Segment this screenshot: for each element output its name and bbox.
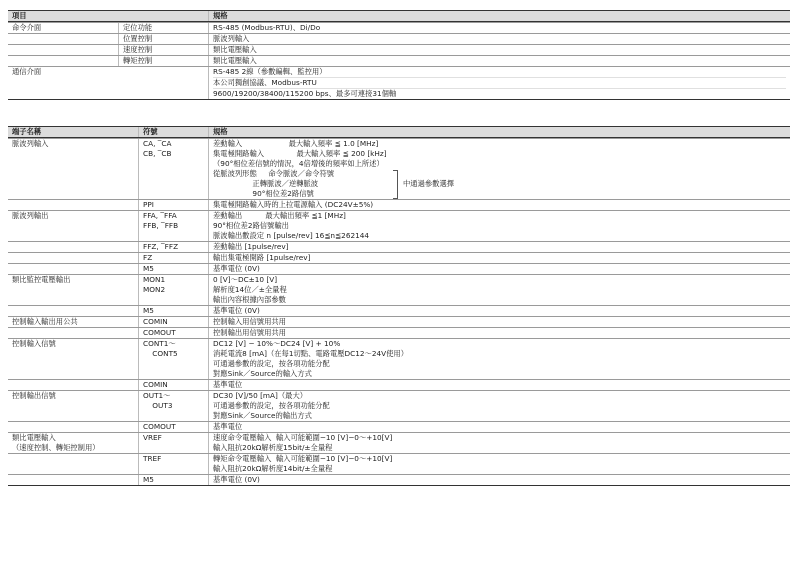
spec-line: 差動輸出 [1pulse/rev] bbox=[213, 242, 289, 251]
terminal-spec bbox=[208, 242, 790, 252]
table-row bbox=[8, 241, 790, 252]
spec-line: 控制輸入用信號用共用 bbox=[213, 317, 286, 326]
symbol-text: CONT1～ bbox=[143, 339, 176, 348]
table-row bbox=[8, 432, 790, 453]
terminal-name bbox=[8, 339, 138, 379]
table-row bbox=[8, 474, 790, 486]
spec-line: 速度命令電壓輸入 輸入可能範圍−10 [V]−0～+10[V] bbox=[213, 433, 393, 442]
table-row bbox=[8, 338, 790, 379]
terminal-name-sub: （速度控制、轉矩控制用） bbox=[12, 443, 100, 452]
table-row bbox=[8, 55, 790, 66]
terminal-name bbox=[8, 328, 138, 338]
terminal-symbol bbox=[138, 454, 208, 474]
terminal-name bbox=[8, 275, 138, 305]
spec-line: 差動輸入 最大輸入頻率 ≦ 1.0 [MHz] bbox=[213, 139, 379, 148]
terminal-name bbox=[8, 317, 138, 327]
spec-line: 可通過參數的設定，按各項功能分配 bbox=[213, 359, 330, 368]
terminal-symbol bbox=[138, 264, 208, 274]
spec-line: 輸出集電極開路 [1pulse/rev] bbox=[213, 253, 311, 262]
spec-line: 從脈波列形態 命令脈波／命令符號 bbox=[213, 169, 335, 178]
symbol-text: CONT5 bbox=[143, 349, 178, 358]
symbol-text: CA, ‾CA bbox=[143, 139, 172, 148]
terminal-symbol bbox=[138, 200, 208, 210]
spec-line: 類比電壓輸入 bbox=[213, 56, 257, 65]
table-row bbox=[8, 453, 790, 474]
row-spec bbox=[208, 67, 790, 99]
spec-line: 集電極開路輸入時的上拉電源輸入 (DC24V±5%) bbox=[213, 200, 374, 209]
table-row bbox=[8, 199, 790, 210]
header-spec: 規格 bbox=[208, 127, 790, 137]
header-item: 項目 bbox=[12, 11, 27, 20]
spec-table-terminals bbox=[8, 126, 790, 486]
spec-line: （90°相位差信號的情況，4倍增後的頻率如上所述） bbox=[213, 159, 384, 168]
spec-line: RS-485 2線（參數編輯、監控用） bbox=[213, 67, 327, 76]
spec-line: 基準電位 bbox=[213, 380, 243, 389]
spec-line: 類比電壓輸入 bbox=[213, 45, 257, 54]
terminal-spec bbox=[208, 422, 790, 432]
terminal-symbol bbox=[138, 339, 208, 379]
symbol-text: OUT3 bbox=[143, 401, 173, 410]
spec-line: 0 [V]～DC±10 [V] bbox=[213, 275, 278, 284]
spec-line: 脈波列輸入 bbox=[213, 34, 250, 43]
spec-line: DC30 [V]/50 [mA]（最大） bbox=[213, 391, 308, 400]
row-label: 通信介面 bbox=[12, 67, 42, 76]
table-row bbox=[8, 44, 790, 55]
terminal-name bbox=[8, 211, 138, 241]
terminal-symbol bbox=[138, 328, 208, 338]
symbol-text: COMOUT bbox=[143, 328, 176, 337]
spec-line: 基準電位 (0V) bbox=[213, 475, 260, 484]
terminal-symbol bbox=[138, 391, 208, 421]
symbol-text: M5 bbox=[143, 475, 154, 484]
table-header bbox=[8, 10, 790, 22]
spec-line: 差動輸出 最大輸出頻率 ≦1 [MHz] bbox=[213, 211, 346, 220]
row-label bbox=[8, 34, 118, 44]
symbol-text: MON2 bbox=[143, 285, 166, 294]
spec-table-interfaces bbox=[8, 10, 790, 100]
symbol-text: TREF bbox=[143, 454, 162, 463]
table-row bbox=[8, 263, 790, 274]
symbol-text: COMIN bbox=[143, 317, 168, 326]
terminal-name bbox=[8, 380, 138, 390]
terminal-spec bbox=[208, 211, 790, 241]
terminal-name bbox=[8, 264, 138, 274]
terminal-spec bbox=[208, 139, 790, 199]
table-row bbox=[8, 390, 790, 421]
terminal-name bbox=[8, 242, 138, 252]
terminal-symbol bbox=[138, 253, 208, 263]
table-row bbox=[8, 66, 790, 100]
terminal-spec bbox=[208, 433, 790, 453]
row-sublabel: 位置控制 bbox=[118, 34, 208, 44]
terminal-name-text: 控制輸出信號 bbox=[12, 391, 56, 400]
spec-line: 輸入阻抗20kΩ解析度14bit/±全量程 bbox=[213, 464, 333, 473]
spec-line: 對應Sink／Source的輸入方式 bbox=[213, 369, 312, 378]
spec-line: 輸出內容根據內部參數 bbox=[213, 295, 286, 304]
spec-line: 基準電位 bbox=[213, 422, 243, 431]
spec-line: 對應Sink／Source的輸出方式 bbox=[213, 411, 312, 420]
terminal-symbol bbox=[138, 306, 208, 316]
terminal-spec bbox=[208, 200, 790, 210]
row-label bbox=[8, 56, 118, 66]
terminal-name bbox=[8, 475, 138, 485]
row-label: 命令介面 bbox=[12, 23, 42, 32]
table-row bbox=[8, 33, 790, 44]
spec-line: 消耗電流8 [mA]（在每1切點、電路電壓DC12～24V使用） bbox=[213, 349, 409, 358]
terminal-spec bbox=[208, 306, 790, 316]
terminal-spec bbox=[208, 380, 790, 390]
symbol-text: COMOUT bbox=[143, 422, 176, 431]
terminal-symbol bbox=[138, 475, 208, 485]
header-terminal-name: 端子名稱 bbox=[12, 127, 42, 136]
symbol-text: COMIN bbox=[143, 380, 168, 389]
spec-line: 脈波輸出數設定 n [pulse/rev] 16≦n≦262144 bbox=[213, 231, 370, 240]
table-row bbox=[8, 252, 790, 263]
terminal-spec bbox=[208, 317, 790, 327]
terminal-spec bbox=[208, 275, 790, 305]
spec-line: 轉矩命令電壓輸入 輸入可能範圍−10 [V]−0～+10[V] bbox=[213, 454, 393, 463]
spec-line: RS-485 (Modbus-RTU)、Di/Do bbox=[213, 23, 321, 32]
header-spec: 規格 bbox=[208, 11, 790, 21]
table-row bbox=[8, 379, 790, 390]
terminal-symbol bbox=[138, 275, 208, 305]
symbol-text: FFZ, ‾FFZ bbox=[143, 242, 179, 251]
spec-line: 9600/19200/38400/115200 bps、最多可連接31個軸 bbox=[213, 88, 786, 99]
row-spec bbox=[208, 45, 790, 55]
spec-line: 正轉脈波／逆轉脈波 bbox=[213, 179, 319, 188]
terminal-name-text: 脈波列輸出 bbox=[12, 211, 49, 220]
terminal-symbol bbox=[138, 380, 208, 390]
table-row bbox=[8, 210, 790, 241]
terminal-spec bbox=[208, 264, 790, 274]
symbol-text: MON1 bbox=[143, 275, 166, 284]
table-row bbox=[8, 22, 790, 33]
terminal-name-text: 類比電壓輸入 bbox=[12, 433, 56, 442]
terminal-name bbox=[8, 391, 138, 421]
terminal-spec bbox=[208, 454, 790, 474]
spec-line: 集電極開路輸入 最大輸入頻率 ≦ 200 [kHz] bbox=[213, 149, 387, 158]
terminal-symbol bbox=[138, 422, 208, 432]
terminal-name bbox=[8, 139, 138, 199]
symbol-text: FFB, ‾FFB bbox=[143, 221, 179, 230]
symbol-text: OUT1～ bbox=[143, 391, 171, 400]
row-label bbox=[8, 45, 118, 55]
terminal-name-text: 控制輸入輸出用公共 bbox=[12, 317, 78, 326]
spec-line: 基準電位 (0V) bbox=[213, 264, 260, 273]
spec-line: 基準電位 (0V) bbox=[213, 306, 260, 315]
terminal-symbol bbox=[138, 242, 208, 252]
table-row bbox=[8, 421, 790, 432]
symbol-text: CB, ‾CB bbox=[143, 149, 172, 158]
brace-bracket bbox=[393, 170, 398, 199]
spec-line: 90°相位差2路信號 bbox=[213, 189, 314, 198]
terminal-spec bbox=[208, 475, 790, 485]
symbol-text: M5 bbox=[143, 264, 154, 273]
table-row bbox=[8, 274, 790, 305]
terminal-symbol bbox=[138, 317, 208, 327]
terminal-name-text: 控制輸入信號 bbox=[12, 339, 56, 348]
row-sublabel bbox=[118, 67, 208, 99]
table-row bbox=[8, 138, 790, 199]
terminal-spec bbox=[208, 253, 790, 263]
symbol-text: M5 bbox=[143, 306, 154, 315]
terminal-name bbox=[8, 306, 138, 316]
symbol-text: VREF bbox=[143, 433, 162, 442]
terminal-name bbox=[8, 433, 138, 453]
spec-line: DC12 [V] − 10%～DC24 [V] + 10% bbox=[213, 339, 341, 348]
terminal-name-text: 類比監控電壓輸出 bbox=[12, 275, 71, 284]
row-sublabel: 速度控制 bbox=[118, 45, 208, 55]
table-header bbox=[8, 126, 790, 138]
terminal-name bbox=[8, 200, 138, 210]
terminal-name bbox=[8, 253, 138, 263]
row-spec bbox=[208, 56, 790, 66]
spec-line: 控制輸出用信號用共用 bbox=[213, 328, 286, 337]
spec-line: 輸入阻抗20kΩ解析度15bit/±全量程 bbox=[213, 443, 333, 452]
symbol-text: PPI bbox=[143, 200, 154, 209]
table-row bbox=[8, 327, 790, 338]
terminal-spec bbox=[208, 391, 790, 421]
terminal-spec bbox=[208, 339, 790, 379]
terminal-name bbox=[8, 422, 138, 432]
spec-line: 可通過參數的設定，按各項功能分配 bbox=[213, 401, 330, 410]
spec-line: 解析度14位／±全量程 bbox=[213, 285, 287, 294]
spec-line: 90°相位差2路信號輸出 bbox=[213, 221, 289, 230]
symbol-text: FFA, ‾FFA bbox=[143, 211, 177, 220]
terminal-spec bbox=[208, 328, 790, 338]
row-sublabel: 定位功能 bbox=[118, 23, 208, 33]
terminal-symbol bbox=[138, 211, 208, 241]
row-sublabel: 轉矩控制 bbox=[118, 56, 208, 66]
table-row bbox=[8, 316, 790, 327]
row-spec bbox=[208, 23, 790, 33]
selection-note: 中通過參數選擇 bbox=[403, 179, 455, 188]
spec-line: 本公司獨創協議、Modbus-RTU bbox=[213, 77, 786, 88]
terminal-symbol bbox=[138, 139, 208, 199]
symbol-text: FZ bbox=[143, 253, 153, 262]
terminal-name bbox=[8, 454, 138, 474]
terminal-name-text: 脈波列輸入 bbox=[12, 139, 49, 148]
table-row bbox=[8, 305, 790, 316]
header-symbol: 符號 bbox=[138, 127, 208, 137]
row-spec bbox=[208, 34, 790, 44]
terminal-symbol bbox=[138, 433, 208, 453]
